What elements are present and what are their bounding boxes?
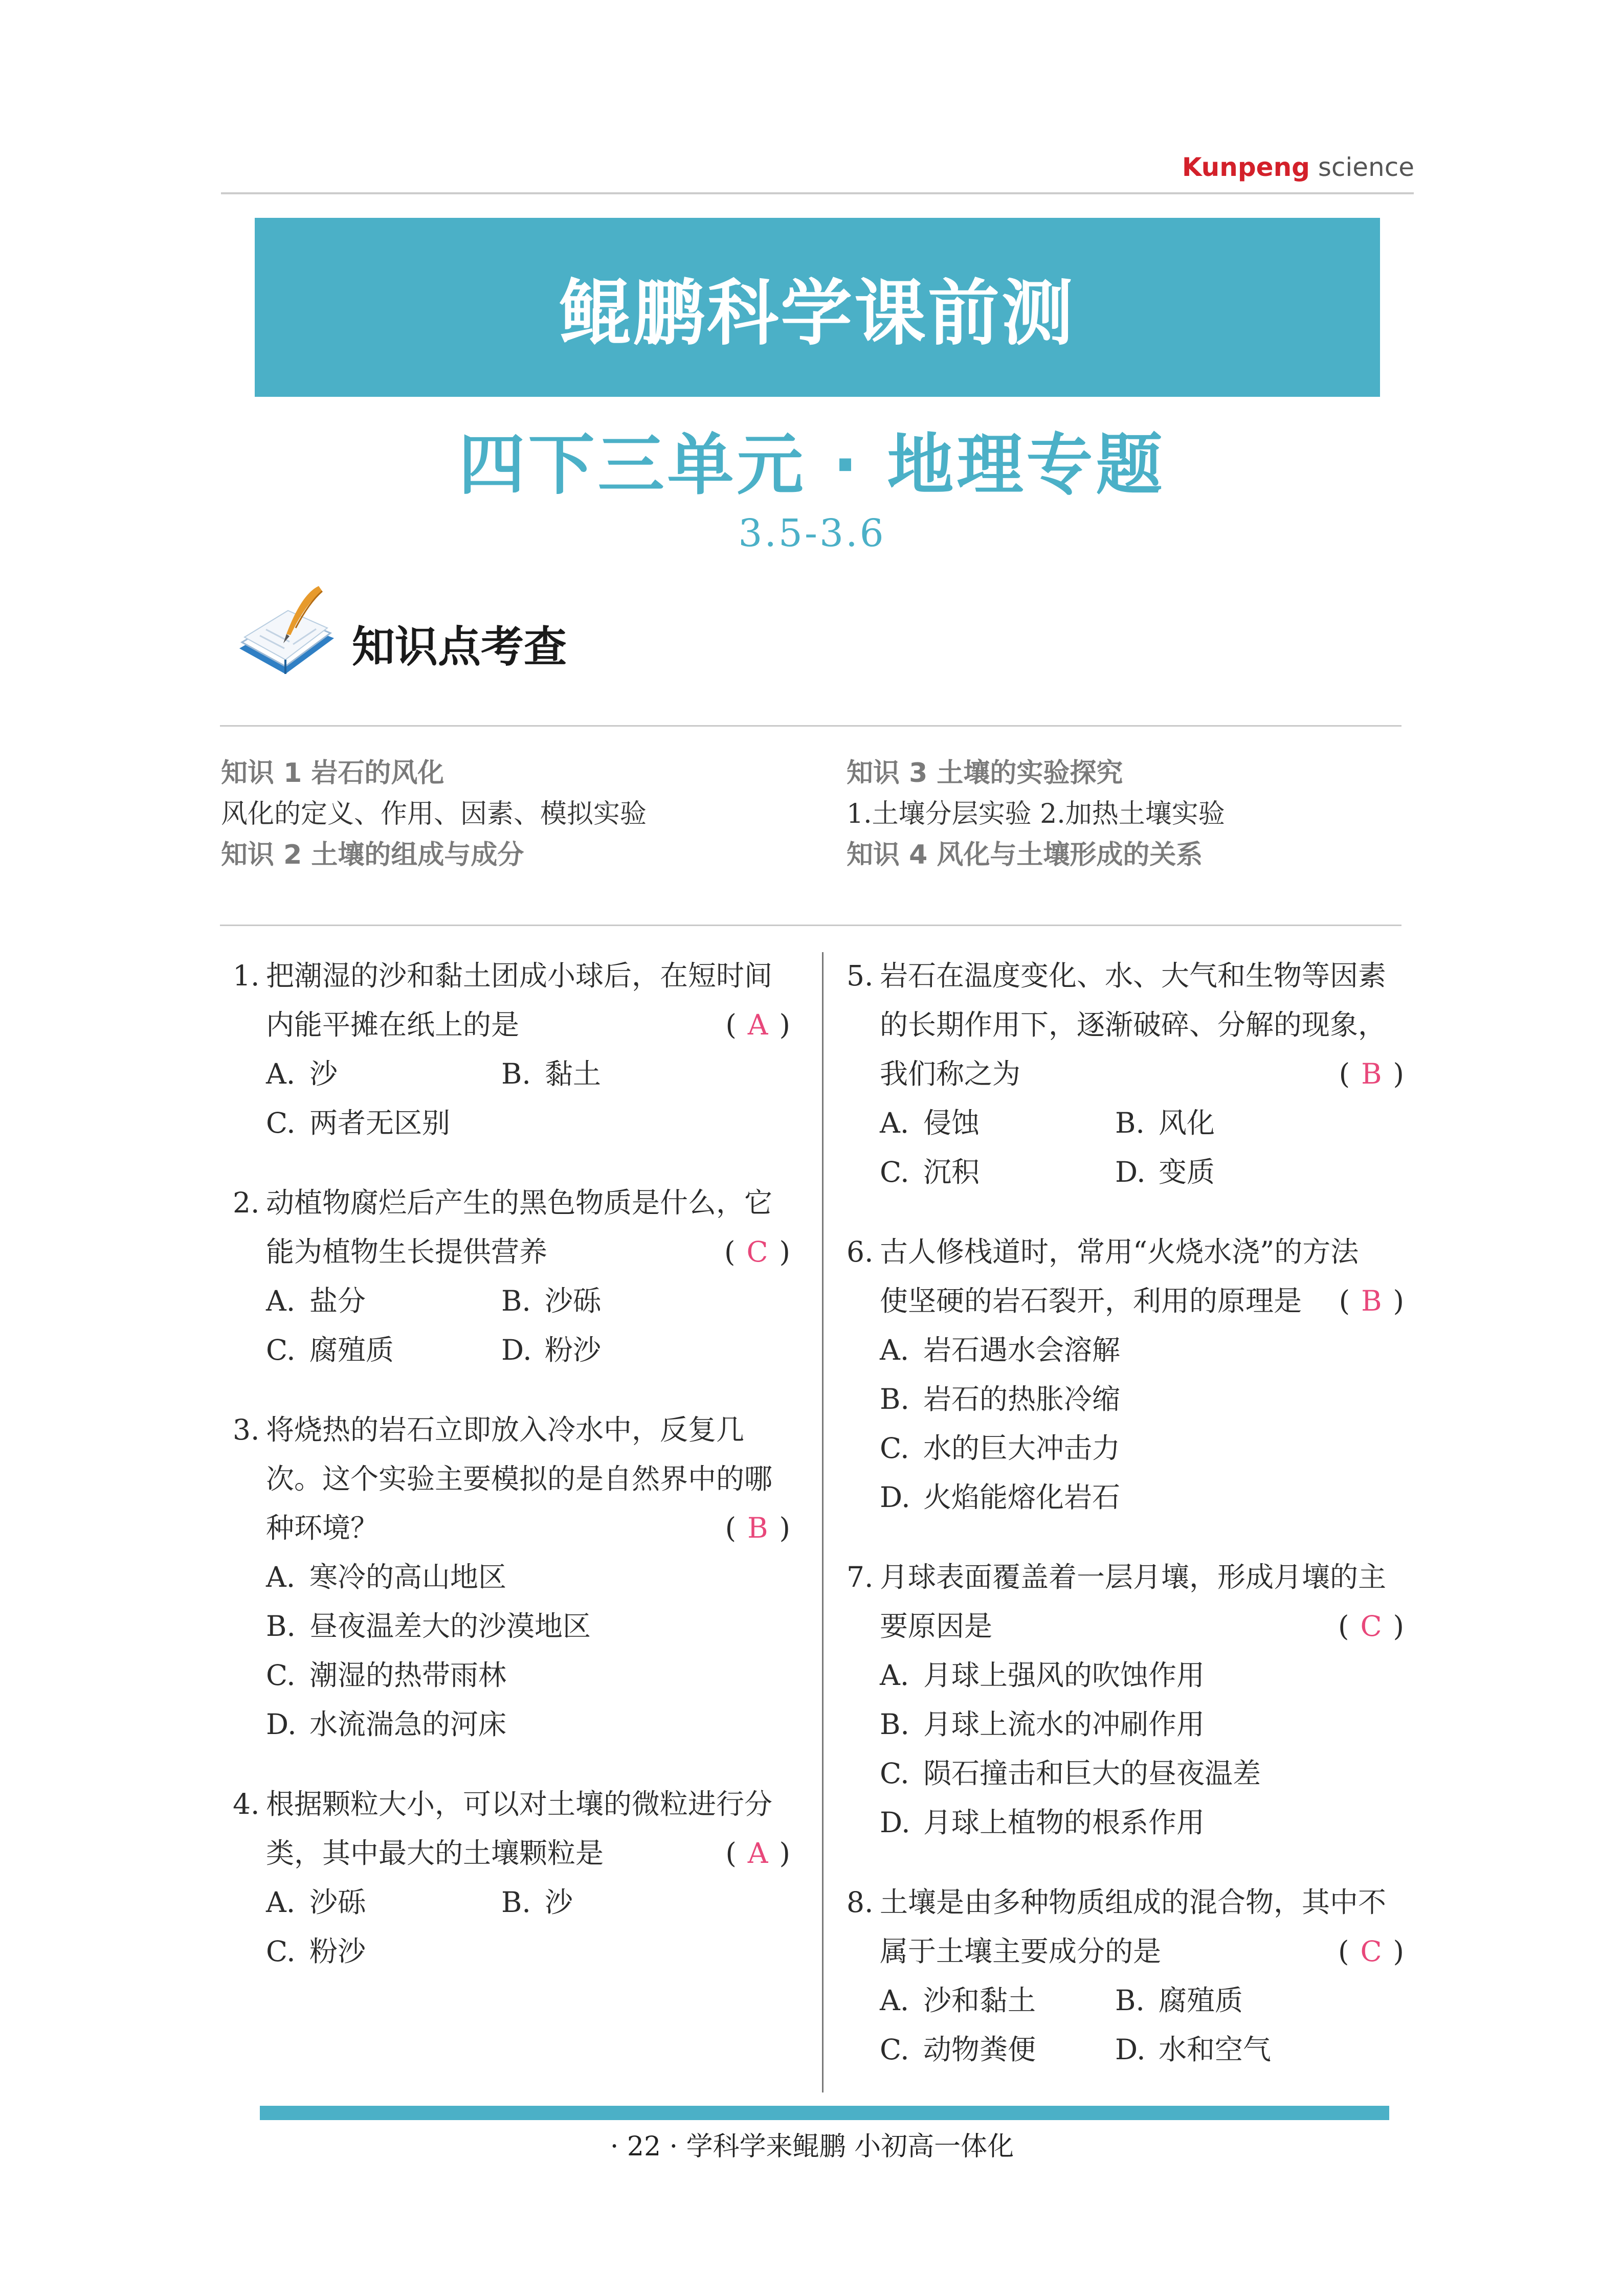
option-a bbox=[880, 1651, 1404, 1700]
question-3 bbox=[233, 1405, 790, 1749]
question-1 bbox=[233, 951, 790, 1147]
option-letter: A. bbox=[266, 1561, 296, 1593]
option-b bbox=[501, 1049, 737, 1098]
option-b bbox=[1115, 1098, 1350, 1147]
option-letter: A. bbox=[880, 1334, 909, 1366]
question-8 bbox=[847, 1878, 1404, 2074]
date-range: 3.5-3.6 bbox=[738, 511, 886, 555]
question-number: 6. bbox=[847, 1235, 874, 1268]
option-text: 粉沙 bbox=[309, 1935, 366, 1968]
option-text: 黏土 bbox=[545, 1057, 602, 1090]
option-a bbox=[266, 1049, 501, 1098]
option-b bbox=[501, 1276, 737, 1325]
divider-middle bbox=[220, 925, 1401, 926]
question-4 bbox=[233, 1780, 790, 1976]
option-c bbox=[880, 1424, 1404, 1473]
option-text: 月球上植物的根系作用 bbox=[923, 1806, 1205, 1839]
option-letter: B. bbox=[1115, 1984, 1145, 2017]
answer-bracket bbox=[725, 1000, 790, 1049]
option-letter: C. bbox=[880, 1156, 909, 1188]
options bbox=[847, 1976, 1404, 2074]
option-c bbox=[880, 1749, 1404, 1798]
paren-open: ( bbox=[725, 1512, 737, 1544]
option-letter: B. bbox=[1115, 1107, 1145, 1139]
option-letter: A. bbox=[266, 1057, 296, 1090]
question-text-line: 根据颗粒大小，可以对土壤的微粒进行分 bbox=[266, 1788, 773, 1820]
answer-letter: B bbox=[1361, 1285, 1382, 1317]
option-text: 腐殖质 bbox=[1159, 1984, 1243, 2017]
option-a bbox=[880, 1325, 1404, 1375]
question-text-line: 类，其中最大的土壤颗粒是 bbox=[266, 1837, 604, 1870]
answer-letter: B bbox=[747, 1512, 768, 1544]
paren-close: ) bbox=[1393, 1610, 1404, 1642]
question-stem bbox=[847, 1227, 1404, 1325]
question-number: 8. bbox=[847, 1886, 874, 1919]
answer-letter: C bbox=[1360, 1610, 1382, 1642]
option-text: 两者无区别 bbox=[309, 1107, 451, 1139]
knowledge-3-desc: 1.土壤分层实验 2.加热土壤实验 bbox=[847, 799, 1225, 829]
paren-close: ) bbox=[779, 1512, 790, 1544]
paren-open: ( bbox=[1339, 1285, 1350, 1317]
brand-name-rest: science bbox=[1309, 152, 1414, 182]
options bbox=[233, 1276, 790, 1375]
option-text: 月球上流水的冲刷作用 bbox=[923, 1708, 1205, 1741]
option-c bbox=[880, 2025, 1115, 2074]
question-text-line: 岩石在温度变化、水、大气和生物等因素 bbox=[880, 959, 1387, 992]
question-text-line: 要原因是 bbox=[880, 1610, 993, 1642]
question-text-line: 种环境？ bbox=[266, 1512, 379, 1544]
knowledge-1-title: 知识 1 岩石的风化 bbox=[221, 758, 444, 789]
option-letter: B. bbox=[501, 1057, 531, 1090]
option-b bbox=[501, 1878, 737, 1927]
option-text: 沙砾 bbox=[545, 1285, 602, 1317]
option-text: 潮湿的热带雨林 bbox=[309, 1659, 507, 1692]
option-letter: B. bbox=[501, 1886, 531, 1919]
answer-letter: B bbox=[1361, 1057, 1382, 1090]
option-letter: A. bbox=[880, 1659, 909, 1692]
options bbox=[847, 1325, 1404, 1522]
knowledge-1-desc: 风化的定义、作用、因素、模拟实验 bbox=[221, 799, 647, 829]
option-letter: B. bbox=[266, 1610, 296, 1642]
option-a bbox=[266, 1878, 501, 1927]
option-d bbox=[880, 1798, 1404, 1847]
question-stem bbox=[847, 1878, 1404, 1976]
option-a bbox=[880, 1976, 1115, 2025]
options bbox=[233, 1049, 790, 1147]
option-text: 寒冷的高山地区 bbox=[309, 1561, 507, 1593]
answer-bracket bbox=[1338, 1602, 1404, 1651]
question-text-line: 月球表面覆盖着一层月壤，形成月壤的主 bbox=[880, 1561, 1387, 1593]
footer-bar bbox=[260, 2106, 1389, 2120]
answer-letter: A bbox=[747, 1008, 768, 1041]
question-stem bbox=[847, 1552, 1404, 1651]
page-title: 鲲鹏科学课前测 bbox=[559, 272, 1075, 355]
option-text: 沙 bbox=[545, 1886, 573, 1919]
option-d bbox=[1115, 1147, 1350, 1197]
question-stem bbox=[233, 1780, 790, 1878]
option-text: 沉积 bbox=[923, 1156, 980, 1188]
answer-bracket bbox=[1339, 1276, 1404, 1325]
book-quill-icon bbox=[229, 577, 342, 689]
question-stem bbox=[233, 951, 790, 1049]
option-text: 动物粪便 bbox=[923, 2033, 1036, 2066]
option-a bbox=[880, 1098, 1115, 1147]
option-text: 腐殖质 bbox=[309, 1334, 394, 1366]
option-b bbox=[266, 1602, 790, 1651]
options bbox=[233, 1552, 790, 1749]
paren-open: ( bbox=[1338, 1610, 1349, 1642]
paren-open: ( bbox=[725, 1008, 737, 1041]
option-letter: D. bbox=[266, 1708, 297, 1741]
option-text: 月球上强风的吹蚀作用 bbox=[923, 1659, 1205, 1692]
question-text-line: 把潮湿的沙和黏土团成小球后，在短时间 bbox=[266, 959, 773, 992]
knowledge-2-title: 知识 2 土壤的组成与成分 bbox=[221, 840, 524, 870]
question-text-line: 我们称之为 bbox=[880, 1057, 1021, 1090]
option-text: 变质 bbox=[1159, 1156, 1215, 1188]
paren-close: ) bbox=[779, 1837, 790, 1870]
option-text: 岩石遇水会溶解 bbox=[923, 1334, 1121, 1366]
option-text: 沙砾 bbox=[309, 1886, 366, 1919]
question-2 bbox=[233, 1178, 790, 1375]
answer-bracket bbox=[724, 1227, 790, 1276]
option-text: 风化 bbox=[1159, 1107, 1215, 1139]
option-letter: B. bbox=[501, 1285, 531, 1317]
option-text: 水流湍急的河床 bbox=[309, 1708, 507, 1741]
knowledge-right bbox=[847, 753, 1225, 875]
option-letter: C. bbox=[266, 1334, 296, 1366]
question-text-line: 古人修栈道时，常用“火烧水浇”的方法 bbox=[880, 1235, 1359, 1268]
knowledge-4-title: 知识 4 风化与土壤形成的关系 bbox=[847, 840, 1203, 870]
options bbox=[847, 1098, 1404, 1197]
option-d bbox=[880, 1473, 1404, 1522]
option-letter: B. bbox=[880, 1383, 909, 1415]
option-text: 沙 bbox=[309, 1057, 338, 1090]
question-text-line: 使坚硬的岩石裂开，利用的原理是 bbox=[880, 1285, 1302, 1317]
answer-letter: C bbox=[1360, 1935, 1382, 1968]
answer-bracket bbox=[1339, 1049, 1404, 1098]
paren-open: ( bbox=[1338, 1935, 1349, 1968]
option-letter: C. bbox=[266, 1659, 296, 1692]
paren-close: ) bbox=[1393, 1285, 1404, 1317]
question-stem bbox=[233, 1405, 790, 1552]
answer-bracket bbox=[725, 1503, 790, 1552]
question-text-line: 次。这个实验主要模拟的是自然界中的哪 bbox=[266, 1462, 773, 1495]
answer-bracket bbox=[725, 1829, 790, 1878]
option-letter: C. bbox=[880, 2033, 909, 2066]
questions-right-column bbox=[847, 951, 1404, 2105]
option-letter: A. bbox=[266, 1886, 296, 1919]
option-c bbox=[266, 1098, 501, 1147]
option-c bbox=[266, 1325, 501, 1375]
footer-text: · 22 · 学科学来鲲鹏 小初高一体化 bbox=[610, 2131, 1014, 2162]
question-number: 7. bbox=[847, 1561, 874, 1593]
question-number: 3. bbox=[233, 1413, 260, 1446]
option-b bbox=[880, 1700, 1404, 1749]
column-divider bbox=[822, 952, 824, 2092]
option-text: 火焰能熔化岩石 bbox=[923, 1481, 1121, 1514]
option-d bbox=[266, 1700, 790, 1749]
option-letter: A. bbox=[880, 1984, 909, 2017]
question-text-line: 将烧热的岩石立即放入冷水中，反复几 bbox=[266, 1413, 745, 1446]
question-text-line: 属于土壤主要成分的是 bbox=[880, 1935, 1162, 1968]
paren-open: ( bbox=[724, 1235, 736, 1268]
question-number: 4. bbox=[233, 1788, 260, 1820]
answer-letter: C bbox=[746, 1235, 768, 1268]
option-a bbox=[266, 1552, 790, 1602]
questions-left-column bbox=[233, 951, 790, 2007]
brand-name-bold: Kunpeng bbox=[1182, 152, 1310, 182]
paren-open: ( bbox=[725, 1837, 737, 1870]
question-text-line: 内能平摊在纸上的是 bbox=[266, 1008, 520, 1041]
option-letter: D. bbox=[880, 1806, 910, 1839]
option-d bbox=[501, 1325, 737, 1375]
question-text-line: 土壤是由多种物质组成的混合物，其中不 bbox=[880, 1886, 1387, 1919]
question-number: 2. bbox=[233, 1186, 260, 1219]
option-letter: C. bbox=[880, 1432, 909, 1465]
question-text-line: 的长期作用下，逐渐破碎、分解的现象， bbox=[880, 1008, 1387, 1041]
option-text: 盐分 bbox=[309, 1285, 366, 1317]
option-b bbox=[880, 1375, 1404, 1424]
paren-close: ) bbox=[1393, 1935, 1404, 1968]
option-letter: D. bbox=[501, 1334, 532, 1366]
option-letter: A. bbox=[266, 1285, 296, 1317]
answer-bracket bbox=[1338, 1927, 1404, 1976]
option-text: 沙和黏土 bbox=[923, 1984, 1036, 2017]
option-text: 昼夜温差大的沙漠地区 bbox=[309, 1610, 591, 1642]
question-stem bbox=[233, 1178, 790, 1276]
knowledge-3-title: 知识 3 土壤的实验探究 bbox=[847, 758, 1123, 789]
option-c bbox=[880, 1147, 1115, 1197]
question-7 bbox=[847, 1552, 1404, 1847]
option-letter: C. bbox=[880, 1757, 909, 1790]
option-letter: C. bbox=[266, 1935, 296, 1968]
question-5 bbox=[847, 951, 1404, 1197]
divider-top bbox=[220, 725, 1401, 727]
knowledge-left bbox=[221, 753, 647, 875]
paren-close: ) bbox=[779, 1008, 790, 1041]
option-c bbox=[266, 1651, 790, 1700]
paren-close: ) bbox=[779, 1235, 790, 1268]
option-text: 侵蚀 bbox=[923, 1107, 980, 1139]
answer-letter: A bbox=[747, 1837, 768, 1870]
question-number: 1. bbox=[233, 959, 260, 992]
paren-open: ( bbox=[1339, 1057, 1350, 1090]
title-banner bbox=[255, 218, 1380, 397]
option-letter: D. bbox=[880, 1481, 910, 1514]
options bbox=[847, 1651, 1404, 1847]
option-text: 粉沙 bbox=[545, 1334, 602, 1366]
brand-logo-text bbox=[1182, 152, 1414, 182]
question-stem bbox=[847, 951, 1404, 1098]
option-b bbox=[1115, 1976, 1350, 2025]
option-text: 水的巨大冲击力 bbox=[923, 1432, 1121, 1465]
option-text: 水和空气 bbox=[1159, 2033, 1272, 2066]
paren-close: ) bbox=[1393, 1057, 1404, 1090]
option-letter: C. bbox=[266, 1107, 296, 1139]
page-subtitle: 四下三单元 · 地理专题 bbox=[458, 426, 1166, 504]
question-6 bbox=[847, 1227, 1404, 1522]
question-number: 5. bbox=[847, 959, 874, 992]
option-letter: D. bbox=[1115, 2033, 1146, 2066]
option-text: 陨石撞击和巨大的昼夜温差 bbox=[923, 1757, 1261, 1790]
option-d bbox=[1115, 2025, 1350, 2074]
options bbox=[233, 1878, 790, 1976]
option-letter: B. bbox=[880, 1708, 909, 1741]
section-title: 知识点考查 bbox=[352, 622, 567, 672]
header-rule bbox=[221, 192, 1414, 194]
option-c bbox=[266, 1927, 501, 1976]
option-text: 岩石的热胀冷缩 bbox=[923, 1383, 1121, 1415]
option-a bbox=[266, 1276, 501, 1325]
option-letter: A. bbox=[880, 1107, 909, 1139]
question-text-line: 能为植物生长提供营养 bbox=[266, 1235, 548, 1268]
question-text-line: 动植物腐烂后产生的黑色物质是什么，它 bbox=[266, 1186, 773, 1219]
option-letter: D. bbox=[1115, 1156, 1146, 1188]
